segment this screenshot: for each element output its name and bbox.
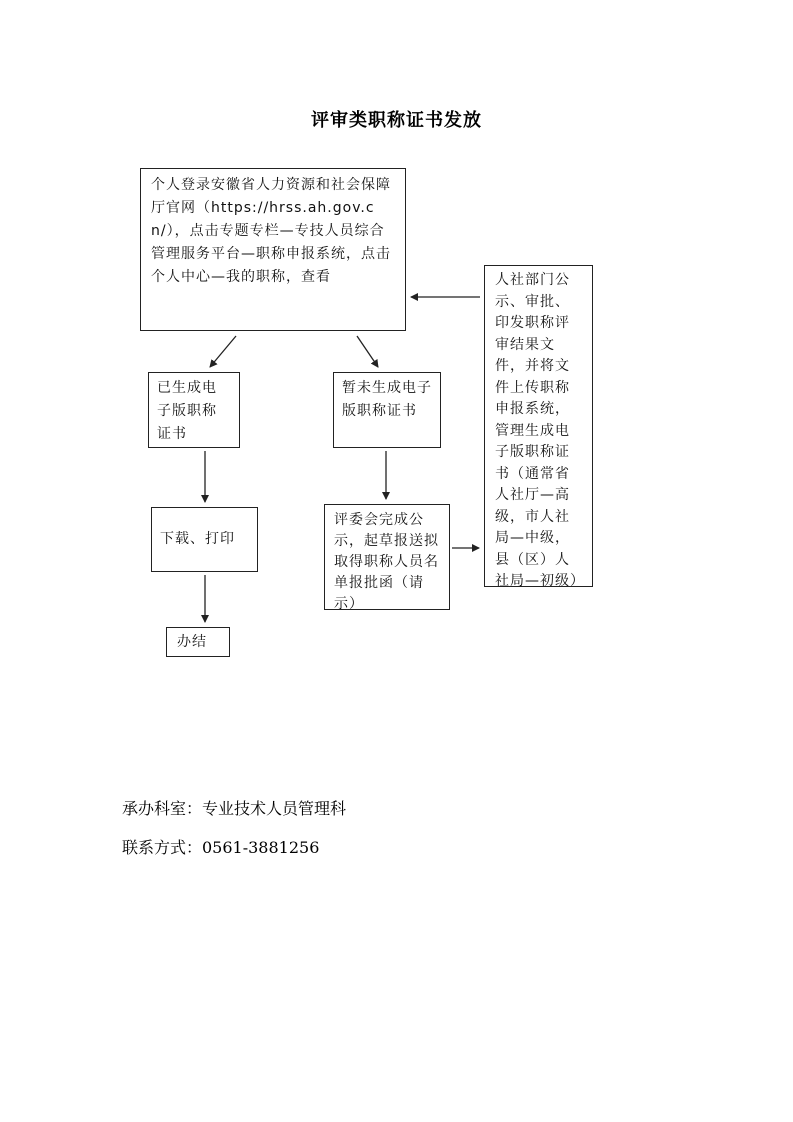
node-hr-department: 人社部门公示、审批、印发职称评审结果文件，并将文件上传职称申报系统，管理生成电子版职称证书（通常省人社厅—高级，市人社局—中级，县（区）人社局—初级） — [484, 265, 593, 587]
node-login-check: 个人登录安徽省人力资源和社会保障厅官网（https://hrss.ah.gov.cn/），点击专题专栏—专技人员综合管理服务平台—职称申报系统，点击个人中心—我的职称，查看 — [140, 168, 406, 331]
node-download-print — [151, 507, 258, 572]
page-title: 评审类职称证书发放 — [311, 110, 482, 131]
node-certificate-not-generated: 暂未生成电子版职称证书 — [333, 372, 441, 448]
arrow-login-to-generated — [210, 336, 236, 367]
node-certificate-generated: 已生成电子版职称证书 — [148, 372, 240, 448]
contact-info: 联系方式：0561-3881256 — [122, 838, 320, 857]
node-done: 办结 — [166, 627, 230, 657]
office-info: 承办科室：专业技术人员管理科 — [122, 799, 347, 818]
node-committee-report: 评委会完成公示，起草报送拟取得职称人员名单报批函（请示） — [324, 504, 450, 610]
node-download-print-label: 下载、打印 — [160, 531, 235, 547]
arrow-login-to-not-generated — [357, 336, 378, 367]
